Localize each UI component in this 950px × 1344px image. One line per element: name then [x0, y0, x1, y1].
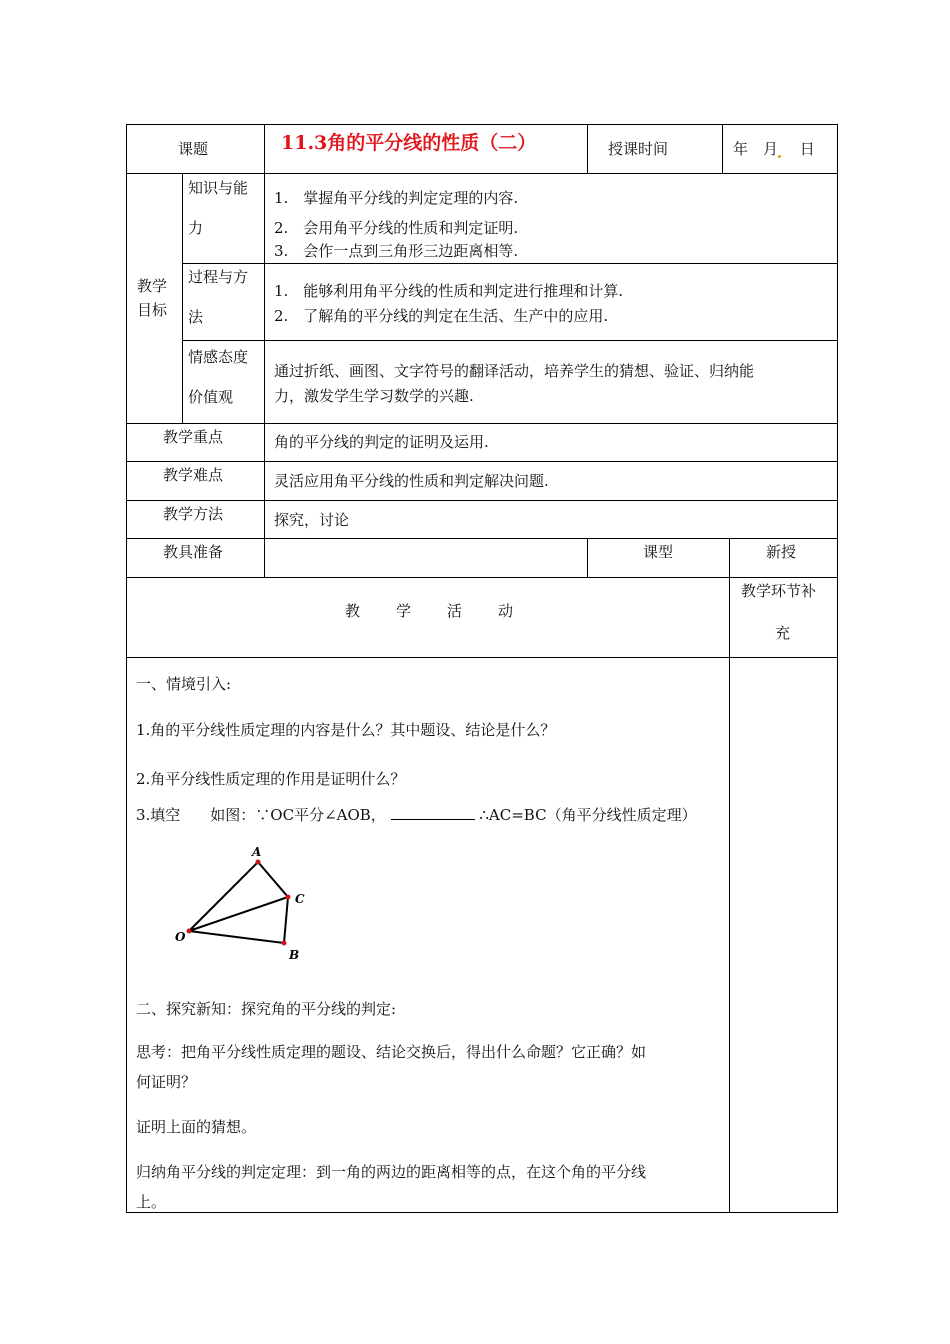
- objectives-label-line2: 目标: [137, 301, 168, 319]
- activity-header: 教 学 活 动: [345, 602, 516, 620]
- segment-CB: [284, 897, 288, 943]
- summary-line-1: 归纳角平分线的判定定理：到一角的两边的距离相等的点，在这个角的平分线: [136, 1163, 647, 1181]
- label-A: A: [252, 845, 262, 859]
- question-3-prefix: 3.填空 如图：∵OC平分∠AOB，: [136, 806, 386, 824]
- knowledge-item-3: 3. 会作一点到三角形三边距离相等.: [274, 242, 519, 260]
- key-point-text: 角的平分线的判定的证明及运用.: [274, 433, 489, 451]
- mark-dot: [778, 155, 781, 158]
- fill-in-blank[interactable]: [391, 805, 475, 820]
- label-C: C: [295, 892, 305, 906]
- angle-bisector-figure: [168, 840, 318, 970]
- method-text: 探究，讨论: [274, 511, 350, 529]
- knowledge-label-line2: 力: [188, 219, 204, 237]
- point-O: [187, 929, 192, 934]
- segment-OA: [189, 862, 258, 931]
- difficulty-text: 灵活应用角平分线的性质和判定解决问题.: [274, 472, 549, 490]
- emotion-label-line2: 价值观: [188, 388, 234, 406]
- question-3: [136, 805, 697, 824]
- think-line-1: 思考：把角平分线性质定理的题设、结论交换后，得出什么命题？它正确？如: [136, 1043, 647, 1061]
- point-A: [256, 860, 261, 865]
- date-placeholder: 年 月 日: [733, 140, 815, 158]
- time-label: 授课时间: [608, 140, 669, 158]
- knowledge-item-1: 1. 掌握角平分线的判定定理的内容.: [274, 189, 519, 207]
- supplement-label-line1: 教学环节补: [741, 582, 817, 600]
- knowledge-label-line1: 知识与能: [188, 179, 249, 197]
- question-2: 2.角平分线性质定理的作用是证明什么？: [136, 770, 406, 788]
- question-3-suffix: ∴AC=BC（角平分线性质定理）: [479, 806, 697, 824]
- segment-OC: [189, 897, 288, 931]
- supplement-label-line2: 充: [775, 624, 791, 642]
- lesson-type-value: 新授: [766, 543, 797, 561]
- key-point-label: 教学重点: [163, 428, 224, 446]
- lesson-title: 11.3角的平分线的性质（二）: [281, 132, 537, 154]
- process-item-1: 1. 能够利用角平分线的性质和判定进行推理和计算.: [274, 282, 624, 300]
- process-label-line1: 过程与方: [188, 268, 249, 286]
- objectives-label-line1: 教学: [137, 277, 168, 295]
- label-O: O: [175, 930, 186, 944]
- difficulty-label: 教学难点: [163, 466, 224, 484]
- lesson-type-label: 课型: [643, 543, 674, 561]
- summary-line-2: 上。: [136, 1193, 167, 1211]
- method-label: 教学方法: [163, 505, 224, 523]
- section-intro-heading: 一、情境引入:: [136, 675, 232, 693]
- process-item-2: 2. 了解角的平分线的判定在生活、生产中的应用.: [274, 307, 609, 325]
- segment-AC: [258, 862, 288, 897]
- process-label-line2: 法: [188, 308, 204, 326]
- topic-label: 课题: [178, 140, 209, 158]
- tools-label: 教具准备: [163, 543, 224, 561]
- segment-OB: [189, 931, 284, 943]
- label-B: B: [289, 948, 300, 962]
- emotion-text-line2: 力，激发学生学习数学的兴趣.: [274, 387, 474, 405]
- prove-text: 证明上面的猜想。: [136, 1118, 257, 1136]
- think-line-2: 何证明？: [136, 1073, 197, 1091]
- question-1: 1.角的平分线性质定理的内容是什么？其中题设、结论是什么？: [136, 721, 556, 739]
- point-C: [286, 895, 291, 900]
- emotion-label-line1: 情感态度: [188, 348, 249, 366]
- section-explore-heading: 二、探究新知：探究角的平分线的判定:: [136, 1000, 397, 1018]
- emotion-text-line1: 通过折纸、画图、文字符号的翻译活动，培养学生的猜想、验证、归纳能: [274, 362, 755, 380]
- knowledge-item-2: 2. 会用角平分线的性质和判定证明.: [274, 219, 519, 237]
- point-B: [282, 941, 287, 946]
